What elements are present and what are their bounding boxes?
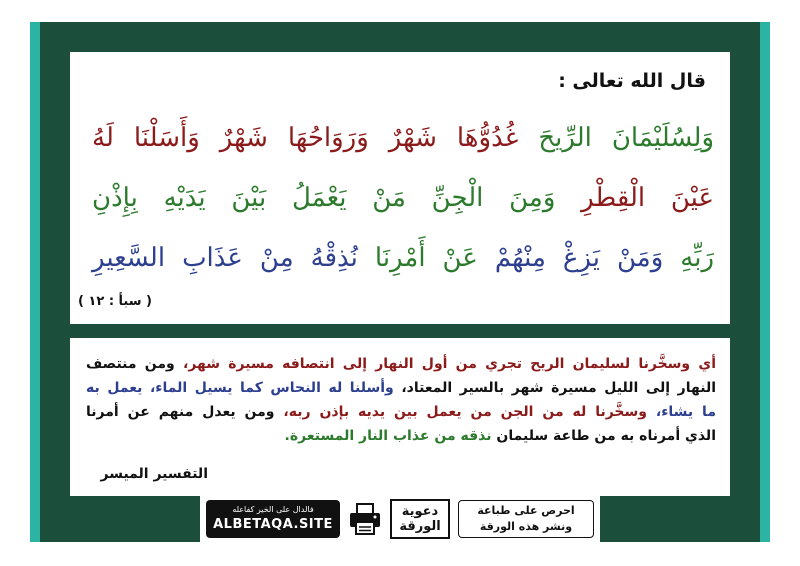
tafsir-segment: نذقه من عذاب النار المستعرة. xyxy=(284,428,492,444)
verse-segment: عَيْنَ الْقِطْرِ xyxy=(581,183,714,213)
tafsir-panel xyxy=(70,338,730,496)
tafsir-segment: أي وسخَّرنا لسليمان الريح تجري من أول النهار إلى انتصافه مسيرة شهر، xyxy=(183,356,716,372)
tafsir-segment: ومن يعدل منهم عن أمرنا xyxy=(86,404,275,420)
verse-segment: عَنْ أَمْرِنَا xyxy=(374,243,478,273)
verse-segment: وَمِنَ الْجِنِّ مَنْ يَعْمَلُ بَيْنَ يَدَيْهِ بِإِذْنِ xyxy=(92,183,556,213)
promo-box xyxy=(458,500,594,538)
tafsir-segment: ما يشاء، xyxy=(655,404,716,420)
verse-line-3 xyxy=(92,228,714,288)
tafsir-line-3 xyxy=(86,400,716,424)
verse-segment: غُدُوُّهَا شَهْرٌ وَرَوَاحُهَا شَهْرٌ xyxy=(219,123,519,153)
right-accent-strip xyxy=(760,22,770,542)
site-url[interactable]: ALBETAQA.SITE xyxy=(213,517,333,532)
logo xyxy=(390,499,450,539)
verse-segment: وَلِسُلَيْمَانَ الرِّيحَ xyxy=(538,123,715,153)
tafsir-segment: ومن منتصف xyxy=(86,356,175,372)
tafsir-segment: وسخَّرنا له من الجن من يعمل بين يديه بإذن ربه، xyxy=(283,404,647,420)
verse-segment: وَمَنْ يَزِغْ مِنْهُمْ xyxy=(494,243,664,273)
verse-line-1 xyxy=(92,108,714,168)
left-accent-strip xyxy=(30,22,40,542)
tafsir-source: التفسير الميسر xyxy=(100,466,208,482)
heading: قال الله تعالى : xyxy=(558,70,706,92)
verse-segment: نُذِقْهُ مِنْ عَذَابِ السَّعِيرِ xyxy=(92,243,358,273)
promo-line-2: ونشر هذه الورقة xyxy=(479,520,573,533)
tafsir-line-1 xyxy=(86,352,716,376)
verse-segment: رَبِّهِ xyxy=(680,243,715,273)
tafsir-segment: يعمل به xyxy=(86,380,143,396)
tafsir-text xyxy=(86,352,716,448)
verse-line-2 xyxy=(92,168,714,228)
logo-line-1: دعوية xyxy=(401,504,439,519)
logo-line-2: الورقة xyxy=(399,519,441,534)
verse-panel xyxy=(70,52,730,324)
verse-segment: وَأَسَلْنَا لَهُ xyxy=(92,123,200,153)
site-link[interactable] xyxy=(206,500,340,538)
tafsir-segment: وأسلنا له النحاس كما يسيل الماء، xyxy=(149,380,394,396)
site-hint: فالدال على الخير كفاعله xyxy=(232,505,314,514)
verse-text xyxy=(92,108,714,288)
footer-bar xyxy=(200,496,600,542)
tafsir-segment: الذي أمرناه به من طاعة سليمان xyxy=(496,428,716,444)
verse-citation: ( سبأ : ١٢ ) xyxy=(77,294,152,309)
tafsir-line-4 xyxy=(86,424,716,448)
tafsir-segment: النهار إلى الليل مسيرة شهر بالسير المعتاد، xyxy=(401,380,716,396)
promo-line-1: احرص على طباعة xyxy=(477,504,575,517)
tafsir-line-2 xyxy=(86,376,716,400)
printer-icon xyxy=(348,502,382,536)
